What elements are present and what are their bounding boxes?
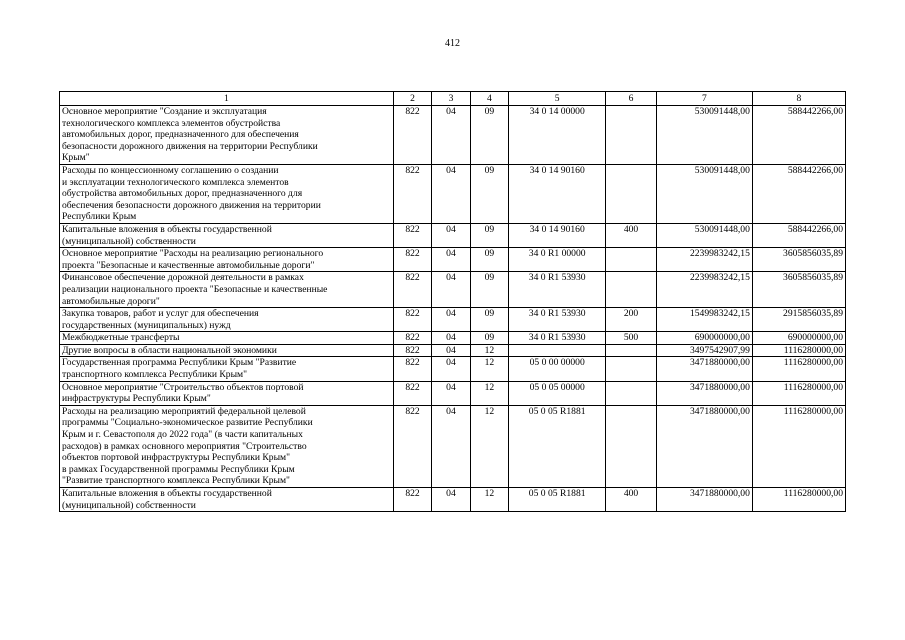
- section-code: 04: [432, 223, 470, 247]
- amount-year-2: 3605856035,89: [752, 272, 845, 308]
- section-code: 04: [432, 405, 470, 487]
- subsection-code: 09: [470, 332, 508, 345]
- ministry-code: 822: [393, 381, 431, 405]
- col-header-6: 6: [606, 92, 657, 106]
- ministry-code: 822: [393, 344, 431, 357]
- subsection-code: 12: [470, 381, 508, 405]
- expense-name: Государственная программа Республики Крым "Развитие транспортного комплекса Республики Крым": [60, 357, 394, 381]
- section-code: 04: [432, 344, 470, 357]
- amount-year-2: 1116280000,00: [752, 405, 845, 487]
- table-row: [60, 381, 846, 405]
- col-header-2: 2: [393, 92, 431, 106]
- subsection-code: 09: [470, 223, 508, 247]
- subsection-code: 09: [470, 248, 508, 272]
- amount-year-2: 3605856035,89: [752, 248, 845, 272]
- section-code: 04: [432, 106, 470, 165]
- section-code: 04: [432, 332, 470, 345]
- section-code: 04: [432, 488, 470, 512]
- expense-name: Капитальные вложения в объекты государственной (муниципальной) собственности: [60, 488, 394, 512]
- expense-type-code: [606, 381, 657, 405]
- section-code: 04: [432, 164, 470, 223]
- amount-year-1: 2239983242,15: [656, 248, 752, 272]
- expense-type-code: [606, 344, 657, 357]
- col-header-4: 4: [470, 92, 508, 106]
- col-header-7: 7: [656, 92, 752, 106]
- amount-year-2: 588442266,00: [752, 223, 845, 247]
- expense-name: Закупка товаров, работ и услуг для обеспечения государственных (муниципальных) нужд: [60, 308, 394, 332]
- amount-year-1: 3471880000,00: [656, 357, 752, 381]
- table-row: [60, 332, 846, 345]
- expense-type-code: 400: [606, 223, 657, 247]
- amount-year-1: 1549983242,15: [656, 308, 752, 332]
- ministry-code: 822: [393, 223, 431, 247]
- col-header-8: 8: [752, 92, 845, 106]
- ministry-code: 822: [393, 106, 431, 165]
- expense-name: Финансовое обеспечение дорожной деятельности в рамках реализации национального проекта "Безопасные и качественные автомобильные дороги": [60, 272, 394, 308]
- ministry-code: 822: [393, 272, 431, 308]
- amount-year-1: 690000000,00: [656, 332, 752, 345]
- ministry-code: 822: [393, 405, 431, 487]
- expense-type-code: [606, 405, 657, 487]
- subsection-code: 12: [470, 357, 508, 381]
- amount-year-1: 3471880000,00: [656, 405, 752, 487]
- subsection-code: 09: [470, 308, 508, 332]
- ministry-code: 822: [393, 488, 431, 512]
- amount-year-2: 1116280000,00: [752, 488, 845, 512]
- table-row: [60, 405, 846, 487]
- col-header-5: 5: [509, 92, 606, 106]
- expense-type-code: 200: [606, 308, 657, 332]
- expense-type-code: [606, 272, 657, 308]
- subsection-code: 09: [470, 272, 508, 308]
- amount-year-2: 1116280000,00: [752, 344, 845, 357]
- target-article-code: 05 0 00 00000: [509, 357, 606, 381]
- amount-year-1: 530091448,00: [656, 223, 752, 247]
- table-row: [60, 488, 846, 512]
- amount-year-1: 3471880000,00: [656, 381, 752, 405]
- target-article-code: 34 0 14 90160: [509, 223, 606, 247]
- subsection-code: 09: [470, 106, 508, 165]
- table-row: [60, 272, 846, 308]
- expense-type-code: [606, 248, 657, 272]
- section-code: 04: [432, 381, 470, 405]
- ministry-code: 822: [393, 248, 431, 272]
- amount-year-1: 530091448,00: [656, 164, 752, 223]
- amount-year-1: 530091448,00: [656, 106, 752, 165]
- target-article-code: 34 0 R1 00000: [509, 248, 606, 272]
- expense-name: Межбюджетные трансферты: [60, 332, 394, 345]
- expense-type-code: 500: [606, 332, 657, 345]
- expense-type-code: [606, 357, 657, 381]
- section-code: 04: [432, 248, 470, 272]
- header-row: [60, 92, 846, 106]
- amount-year-1: 2239983242,15: [656, 272, 752, 308]
- subsection-code: 12: [470, 488, 508, 512]
- target-article-code: 05 0 05 00000: [509, 381, 606, 405]
- target-article-code: 34 0 14 00000: [509, 106, 606, 165]
- expense-type-code: [606, 164, 657, 223]
- target-article-code: 34 0 R1 53930: [509, 332, 606, 345]
- col-header-3: 3: [432, 92, 470, 106]
- amount-year-1: 3471880000,00: [656, 488, 752, 512]
- target-article-code: 05 0 05 R1881: [509, 405, 606, 487]
- table-row: [60, 357, 846, 381]
- table-row: [60, 164, 846, 223]
- section-code: 04: [432, 357, 470, 381]
- amount-year-2: 690000000,00: [752, 332, 845, 345]
- target-article-code: [509, 344, 606, 357]
- target-article-code: 05 0 05 R1881: [509, 488, 606, 512]
- table-row: [60, 248, 846, 272]
- ministry-code: 822: [393, 164, 431, 223]
- expense-type-code: [606, 106, 657, 165]
- col-header-1: 1: [60, 92, 394, 106]
- expense-type-code: 400: [606, 488, 657, 512]
- subsection-code: 12: [470, 344, 508, 357]
- amount-year-2: 1116280000,00: [752, 357, 845, 381]
- expense-name: Основное мероприятие "Расходы на реализацию регионального проекта "Безопасные и качественные автомобильные дороги": [60, 248, 394, 272]
- target-article-code: 34 0 R1 53930: [509, 308, 606, 332]
- amount-year-2: 588442266,00: [752, 106, 845, 165]
- expense-name: Другие вопросы в области национальной экономики: [60, 344, 394, 357]
- target-article-code: 34 0 R1 53930: [509, 272, 606, 308]
- table-row: [60, 106, 846, 165]
- table-row: [60, 308, 846, 332]
- subsection-code: 09: [470, 164, 508, 223]
- table-row: [60, 223, 846, 247]
- ministry-code: 822: [393, 357, 431, 381]
- amount-year-1: 3497542907,99: [656, 344, 752, 357]
- target-article-code: 34 0 14 90160: [509, 164, 606, 223]
- section-code: 04: [432, 308, 470, 332]
- section-code: 04: [432, 272, 470, 308]
- amount-year-2: 1116280000,00: [752, 381, 845, 405]
- expense-name: Основное мероприятие "Создание и эксплуатация технологического комплекса элементов обустройства автомобильных дорог, предназначенного для обеспечения безопасности дорожного движения на территории Республики Крым": [60, 106, 394, 165]
- expense-name: Капитальные вложения в объекты государственной (муниципальной) собственности: [60, 223, 394, 247]
- ministry-code: 822: [393, 308, 431, 332]
- subsection-code: 12: [470, 405, 508, 487]
- budget-table: [59, 91, 846, 512]
- amount-year-2: 588442266,00: [752, 164, 845, 223]
- expense-name: Основное мероприятие "Строительство объектов портовой инфраструктуры Республики Крым": [60, 381, 394, 405]
- amount-year-2: 2915856035,89: [752, 308, 845, 332]
- table-row: [60, 344, 846, 357]
- expense-name: Расходы на реализацию мероприятий федеральной целевой программы "Социально-экономическое развитие Республики Крым и г. Севастополя до 2022 года" (в части капитальных расходов) в рамках основного мероприятия "Строительство объектов портовой инфраструктуры Республики Крым" в рамках Государственной программы Республики Крым "Развитие транспортного комплекса Республики Крым": [60, 405, 394, 487]
- page-number: 412: [445, 38, 460, 49]
- ministry-code: 822: [393, 332, 431, 345]
- expense-name: Расходы по концессионному соглашению о создании и эксплуатации технологического комплекса элементов обустройства автомобильных дорог, предназначенного для обеспечения безопасности дорожного движения на территории Республики Крым: [60, 164, 394, 223]
